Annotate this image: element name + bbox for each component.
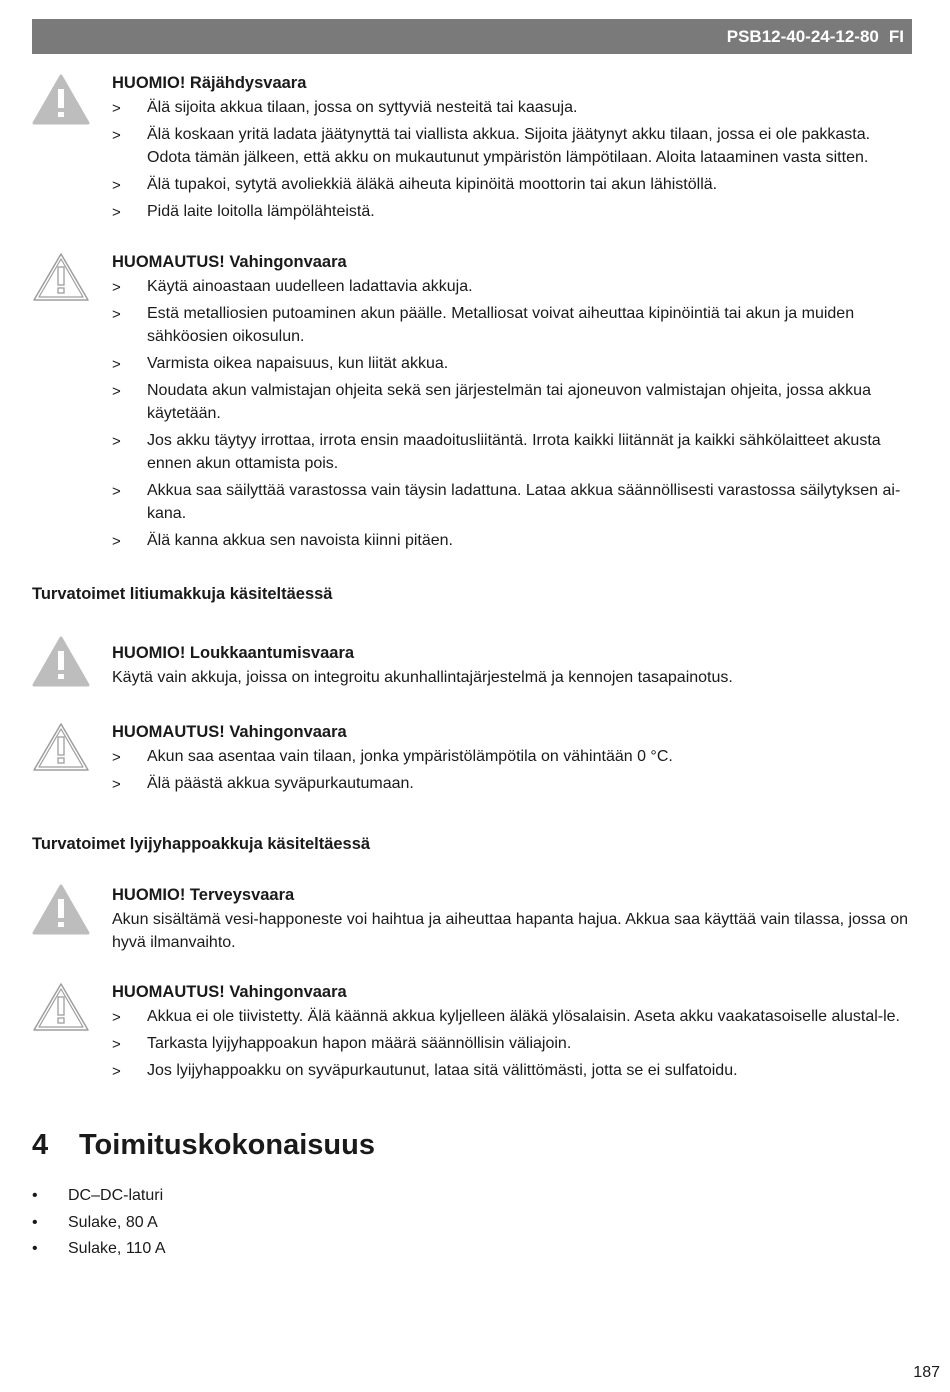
arrow-icon: > xyxy=(112,177,121,194)
warning-title: HUOMIO! Räjähdysvaara xyxy=(112,74,307,92)
warning-text: Akun sisältämä vesi-happoneste voi haihtua ja aiheuttaa hapanta hajua. Akkua saa käyttää vain tilassa, jossa on hyvä ilmanvaihto. xyxy=(112,911,909,951)
list-item: > Jos akku täytyy irrottaa, irrota ensin maadoitusliitäntä. Irrota kaikki liitännät ja kaikki sähkölaitteet akusta ennen akun ottamista pois. xyxy=(112,432,881,472)
header-bar xyxy=(32,19,912,54)
warning-triangle-outline-icon xyxy=(32,251,90,303)
arrow-icon: > xyxy=(112,1063,121,1080)
list-item: > Tarkasta lyijyhappoakun hapon määrä säännöllisin väliajoin. xyxy=(112,1032,912,1055)
notice-damage-3 xyxy=(32,981,912,1086)
warning-title: HUOMIO! Terveysvaara xyxy=(112,886,295,904)
bullet-icon: • xyxy=(32,1187,38,1204)
list-item: > Noudata akun valmistajan ohjeita sekä sen järjestelmän tai ajoneuvon valmistajan ohjeita, jossa akkua käytetään. xyxy=(112,382,871,422)
list-item: > Älä sijoita akkua tilaan, jossa on syttyviä nesteitä tai kaasuja. xyxy=(112,96,912,119)
arrow-icon: > xyxy=(112,127,121,144)
arrow-icon: > xyxy=(112,279,121,296)
arrow-icon: > xyxy=(112,204,121,221)
warning-triangle-solid-icon xyxy=(32,74,90,126)
list-item: > Akkua saa säilyttää varastossa vain täysin ladattuna. Lataa akkua säännöllisesti varastossa säilytyksen ai-kana. xyxy=(112,482,901,522)
bullet-icon: • xyxy=(32,1213,38,1231)
list-item: • DC–DC-laturi xyxy=(32,1183,166,1210)
warning-health xyxy=(32,884,912,954)
chapter-heading xyxy=(32,1129,375,1162)
notice-damage-2 xyxy=(32,721,912,799)
list-item: • Sulake, 80 A xyxy=(32,1210,166,1237)
page-number: 187 xyxy=(913,1364,940,1381)
list-item: > Älä kanna akkua sen navoista kiinni pitäen. xyxy=(112,529,912,552)
chapter-number: 4 xyxy=(32,1129,49,1161)
bullet-icon: • xyxy=(32,1240,38,1257)
chapter-title: Toimituskokonaisuus xyxy=(79,1129,375,1161)
arrow-icon: > xyxy=(112,1009,121,1026)
list-item: > Älä päästä akkua syväpurkautumaan. xyxy=(112,772,912,795)
arrow-icon: > xyxy=(112,1036,121,1053)
list-item: > Jos lyijyhappoakku on syväpurkautunut, lataa sitä välittömästi, jotta se ei sulfatoidu. xyxy=(112,1059,912,1082)
arrow-icon: > xyxy=(112,356,121,373)
warning-explosion xyxy=(32,72,912,227)
delivery-list xyxy=(32,1183,166,1263)
model-number: PSB12-40-24-12-80 xyxy=(726,26,879,46)
list-item: > Älä tupakoi, sytytä avoliekkiä äläkä aiheuta kipinöitä moottorin tai akun lähistöllä. xyxy=(112,173,912,196)
list-item: > Akkua ei ole tiivistetty. Älä käännä akkua kyljelleen äläkä ylösalaisin. Aseta akku vaakatasoiselle alustal-le. xyxy=(112,1005,912,1028)
list-item: > Akun saa asentaa vain tilaan, jonka ympäristölämpötila on vähintään 0 °C. xyxy=(112,745,912,768)
warning-text: Käytä vain akkuja, joissa on integroitu akunhallintajärjestelmä ja kennojen tasapainotus. xyxy=(112,669,733,686)
section-heading-lead-acid: Turvatoimet lyijyhappoakkuja käsiteltäessä xyxy=(32,835,371,853)
warning-title: HUOMAUTUS! Vahingonvaara xyxy=(112,723,347,741)
list-item: > Pidä laite loitolla lämpölähteistä. xyxy=(112,200,912,223)
list-item: > Käytä ainoastaan uudelleen ladattavia akkuja. xyxy=(112,275,912,298)
warning-title: HUOMAUTUS! Vahingonvaara xyxy=(112,253,347,271)
arrow-icon: > xyxy=(112,383,121,400)
arrow-icon: > xyxy=(112,533,121,550)
warning-triangle-outline-icon xyxy=(32,981,90,1033)
notice-damage-1 xyxy=(32,251,912,556)
arrow-icon: > xyxy=(112,483,121,500)
list-item: > Älä koskaan yritä ladata jäätynyttä tai viallista akkua. Sijoita jäätynyt akku tilaan, jossa ei ole pakkasta. Odota tämän jälkeen, että akku on mukautunut ympäristön lämpötilaan. Aloita lataaminen vasta sitten. xyxy=(112,126,871,166)
warning-triangle-outline-icon xyxy=(32,721,90,773)
warning-triangle-solid-icon xyxy=(32,636,90,688)
section-heading-lithium: Turvatoimet litiumakkuja käsiteltäessä xyxy=(32,585,333,603)
arrow-icon: > xyxy=(112,433,121,450)
warning-triangle-solid-icon xyxy=(32,884,90,936)
list-item: > Varmista oikea napaisuus, kun liität akkua. xyxy=(112,352,912,375)
language-code: FI xyxy=(888,26,904,46)
arrow-icon: > xyxy=(112,100,121,117)
list-item: • Sulake, 110 A xyxy=(32,1236,166,1263)
warning-title: HUOMAUTUS! Vahingonvaara xyxy=(112,983,347,1001)
arrow-icon: > xyxy=(112,776,121,793)
list-item: > Estä metalliosien putoaminen akun päälle. Metalliosat voivat aiheuttaa kipinöintiä tai akun ja muiden sähköosien oikosulun. xyxy=(112,305,855,345)
warning-title: HUOMIO! Loukkaantumisvaara xyxy=(112,644,355,662)
warning-injury xyxy=(32,642,912,689)
arrow-icon: > xyxy=(112,306,121,323)
arrow-icon: > xyxy=(112,749,121,766)
